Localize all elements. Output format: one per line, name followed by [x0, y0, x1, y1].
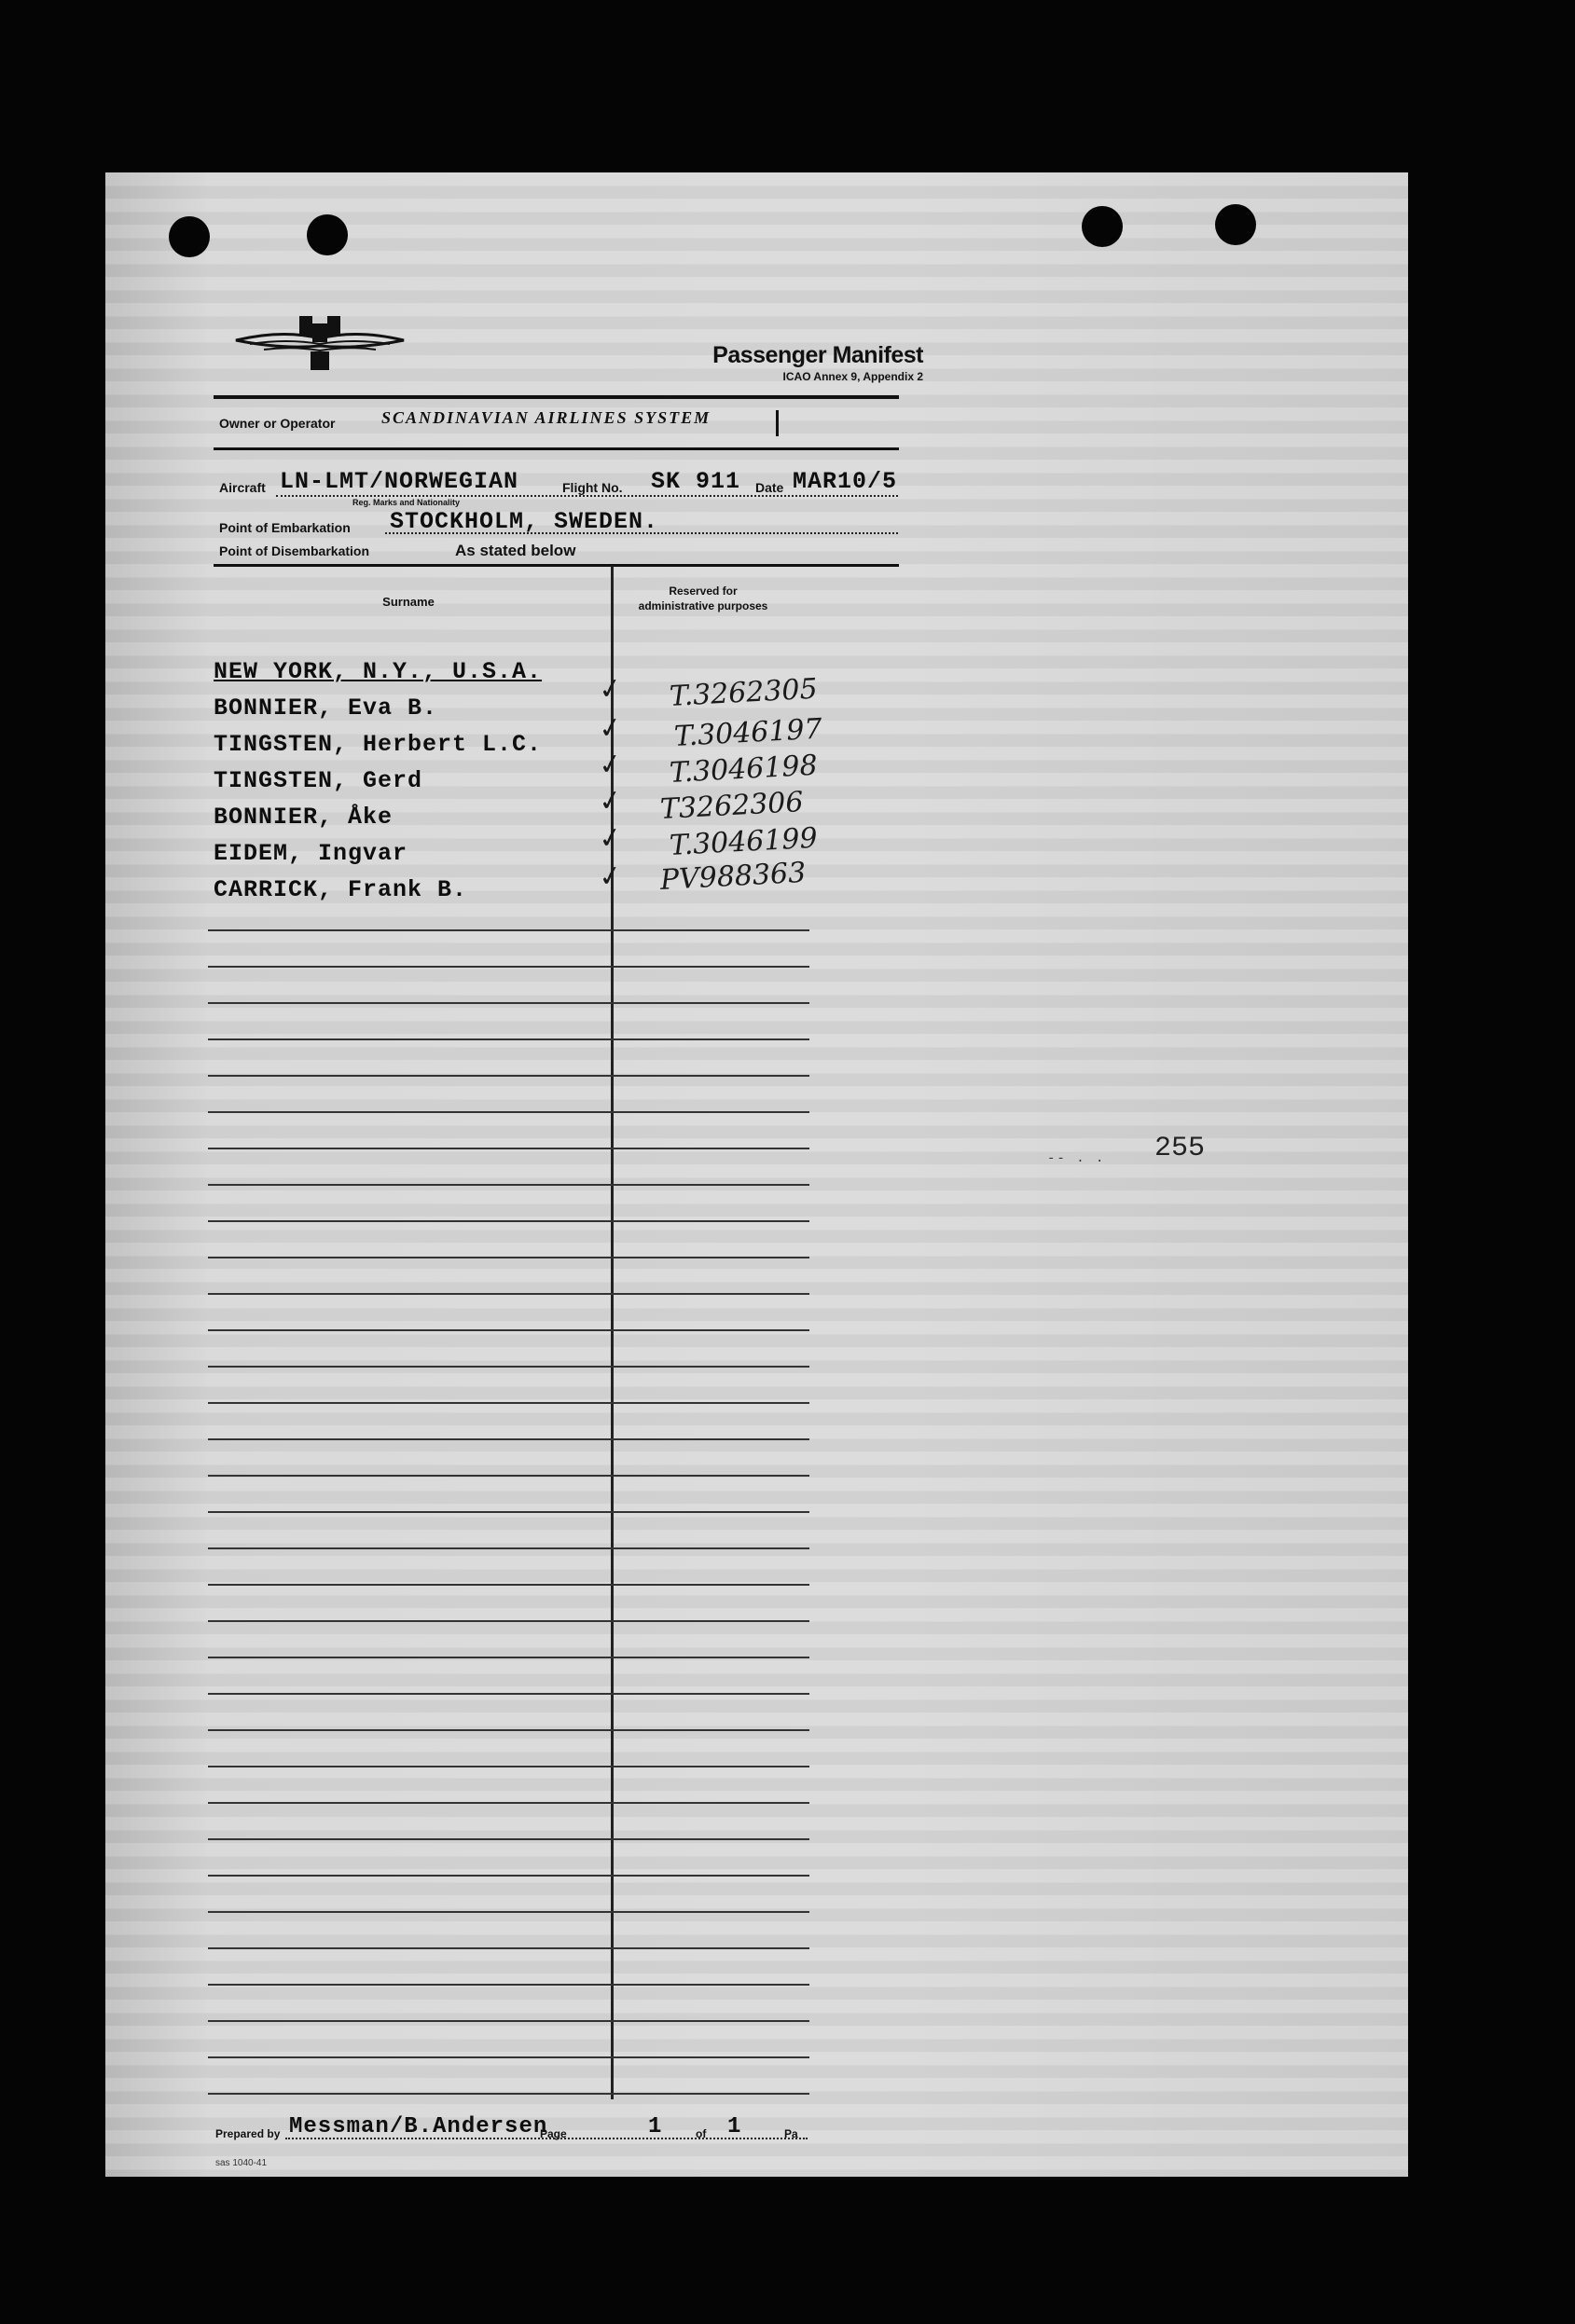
- rule-line: [208, 1111, 809, 1113]
- passenger-name: TINGSTEN, Gerd: [214, 767, 423, 794]
- punch-hole: [1215, 204, 1256, 245]
- rule-line: [208, 2020, 809, 2022]
- divider: [214, 447, 899, 450]
- admin-note: T.3046199: [669, 821, 819, 862]
- rule-line: [208, 1620, 809, 1622]
- airline-logo-icon: [227, 310, 413, 376]
- divider: [285, 2138, 808, 2139]
- rule-line: [208, 1075, 809, 1077]
- rule-line: [208, 1002, 809, 1004]
- form-number: sas 1040-41: [215, 2158, 268, 2168]
- admin-note: T.3046197: [673, 712, 823, 753]
- divider: [214, 395, 899, 399]
- stamp-dashes: -- . .: [1047, 1151, 1106, 1166]
- rule-line: [208, 966, 809, 968]
- of-label: of: [696, 2127, 707, 2140]
- checkmark-icon: ✓: [596, 820, 625, 857]
- flight-label: Flight No.: [562, 480, 623, 495]
- owner-label: Owner or Operator: [219, 416, 336, 431]
- rule-line: [208, 1329, 809, 1331]
- disembarkation-label: Point of Disembarkation: [219, 543, 370, 558]
- rule-line: [208, 1184, 809, 1186]
- embarkation-value: STOCKHOLM, SWEDEN.: [390, 508, 659, 535]
- divider: [214, 564, 899, 567]
- title-main: Passenger Manifest: [712, 342, 923, 368]
- rule-line: [208, 1947, 809, 1949]
- divider: [385, 532, 898, 534]
- checkmark-icon: ✓: [596, 671, 625, 708]
- rule-line: [208, 1511, 809, 1513]
- punch-hole: [1082, 206, 1123, 247]
- passenger-name: BONNIER, Eva B.: [214, 694, 438, 722]
- rule-line: [208, 1911, 809, 1913]
- aircraft-label: Aircraft: [219, 480, 266, 495]
- document-title: [712, 342, 923, 383]
- checkmark-icon: ✓: [596, 747, 625, 783]
- rule-line: [208, 1984, 809, 1986]
- rule-line: [208, 929, 809, 931]
- date-label: Date: [755, 480, 784, 495]
- checkmark-icon: ✓: [596, 710, 625, 747]
- punch-hole: [169, 216, 210, 257]
- aircraft-sublabel: Reg. Marks and Nationality: [352, 498, 461, 507]
- rule-line: [208, 1038, 809, 1040]
- rule-line: [208, 1475, 809, 1477]
- rule-line: [208, 1657, 809, 1658]
- prepared-by-value: Messman/B.Andersen: [289, 2114, 548, 2139]
- page-number: 1: [648, 2114, 663, 2139]
- stamp-number: 255: [1154, 1133, 1206, 1164]
- divider: [776, 410, 779, 436]
- checkmark-icon: ✓: [596, 783, 625, 819]
- embarkation-label: Point of Embarkation: [219, 520, 351, 535]
- page-total: 1: [727, 2114, 742, 2139]
- rule-line: [208, 1293, 809, 1295]
- admin-note: T3262306: [659, 785, 805, 826]
- rule-line: [208, 1729, 809, 1731]
- passenger-name: CARRICK, Frank B.: [214, 876, 468, 903]
- passenger-name: TINGSTEN, Herbert L.C.: [214, 731, 543, 758]
- rule-line: [208, 1438, 809, 1440]
- rule-line: [208, 1838, 809, 1840]
- rule-line: [208, 1766, 809, 1767]
- rule-line: [208, 1802, 809, 1804]
- rule-line: [208, 1148, 809, 1149]
- rule-line: [208, 1257, 809, 1258]
- divider: [276, 495, 898, 497]
- column-header-surname: Surname: [382, 595, 435, 609]
- date-value: MAR10/5: [793, 468, 898, 495]
- prepared-by-label: Prepared by: [215, 2127, 281, 2140]
- rule-line: [208, 1220, 809, 1222]
- aircraft-value: LN-LMT/NORWEGIAN: [280, 468, 519, 495]
- rule-line: [208, 1693, 809, 1695]
- rule-line: [208, 1875, 809, 1877]
- flight-value: SK 911: [651, 468, 741, 495]
- owner-value: SCANDINAVIAN AIRLINES SYSTEM: [381, 408, 712, 427]
- manifest-page: [105, 172, 1408, 2177]
- rule-line: [208, 1402, 809, 1404]
- title-subtitle: ICAO Annex 9, Appendix 2: [782, 370, 923, 383]
- page-label: Page: [540, 2127, 567, 2140]
- rule-line: [208, 1584, 809, 1586]
- rule-line: [208, 2056, 809, 2058]
- admin-note: T.3262305: [669, 672, 819, 713]
- admin-note: T.3046198: [669, 749, 819, 790]
- rule-line: [208, 1547, 809, 1549]
- punch-hole: [307, 214, 348, 255]
- checkmark-icon: ✓: [596, 859, 625, 895]
- passenger-name: EIDEM, Ingvar: [214, 840, 408, 867]
- destination-heading: NEW YORK, N.Y., U.S.A.: [214, 658, 543, 685]
- rule-line: [208, 1366, 809, 1368]
- column-header-reserved: Reserved for administrative purposes: [638, 584, 768, 612]
- footer-trailing: Pa: [784, 2127, 798, 2140]
- rule-line: [208, 2093, 809, 2095]
- passenger-name: BONNIER, Åke: [214, 804, 394, 831]
- admin-note: PV988363: [659, 856, 808, 897]
- disembarkation-value: As stated below: [455, 542, 576, 559]
